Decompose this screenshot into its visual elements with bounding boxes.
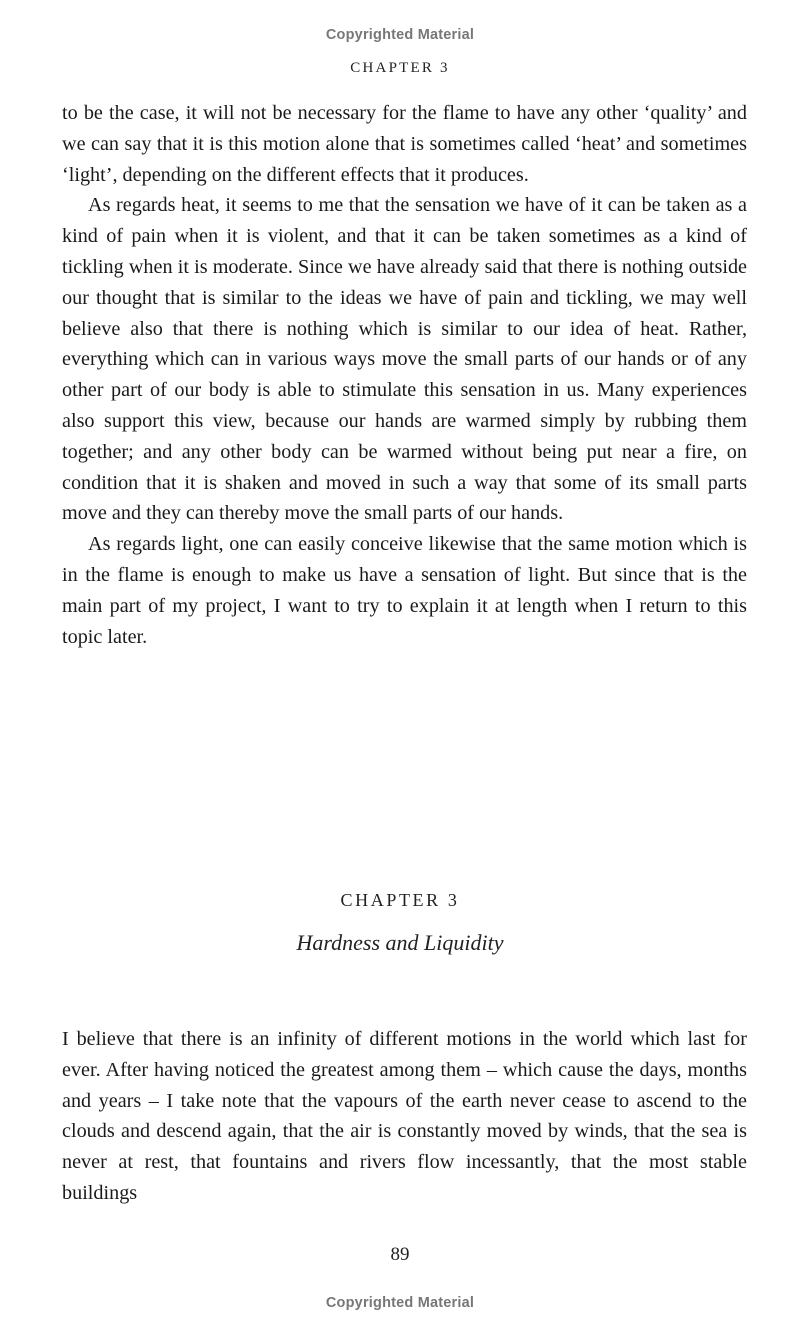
chapter-text (62, 1024, 747, 1209)
paragraph-light: As regards light, one can easily conceive likewise that the same motion which is in the flame is enough to make us have a sensation of light. But since that is the main part of my project, I want to try to explain it at length when I return to this topic later. (62, 533, 747, 648)
paragraph-heat: As regards heat, it seems to me that the sensation we have of it can be taken as a kind of pain when it is violent, and that it can be taken sometimes as a kind of tickling when it is moderate. Since we have already said that there is nothing outside our thought that is similar to the ideas we have of pain and tickling, we may well believe also that there is nothing which is similar to our idea of heat. Rather, everything which can in various ways move the small parts of our hands or of any other part of our body is able to stimulate this sensation in us. Many experiences also support this view, because our hands are warmed simply by rubbing them together; and any other body can be warmed without being put near a fire, on condition that it is shaken and moved in such a way that some of its small parts move and they can thereby move the small parts of our hands. (62, 194, 747, 525)
chapter-title: Hardness and Liquidity (296, 930, 504, 955)
copyright-watermark-bottom: Copyrighted Material (325, 1295, 475, 1311)
chapter-heading: CHAPTER 3 (340, 890, 460, 910)
continuation-text (62, 98, 747, 652)
copyright-watermark-top: Copyrighted Material (325, 27, 475, 43)
paragraph-continued: to be the case, it will not be necessary for the flame to have any other ‘quality’ and we can say that it is this motion alone that is sometimes called ‘heat’ and sometimes ‘light’, depending on the different effects that it produces. (62, 102, 747, 186)
page-number: 89 (390, 1244, 410, 1265)
paragraph-motions: I believe that there is an infinity of different motions in the world which last for ever. After having noticed the greatest among them – which cause the days, months and years – I take note that the vapours of the earth never cease to ascend to the clouds and descend again, that the air is constantly moved by winds, that the sea is never at rest, that fountains and rivers flow incessantly, that the most stable buildings (62, 1028, 747, 1204)
running-head: CHAPTER 3 (350, 60, 450, 76)
